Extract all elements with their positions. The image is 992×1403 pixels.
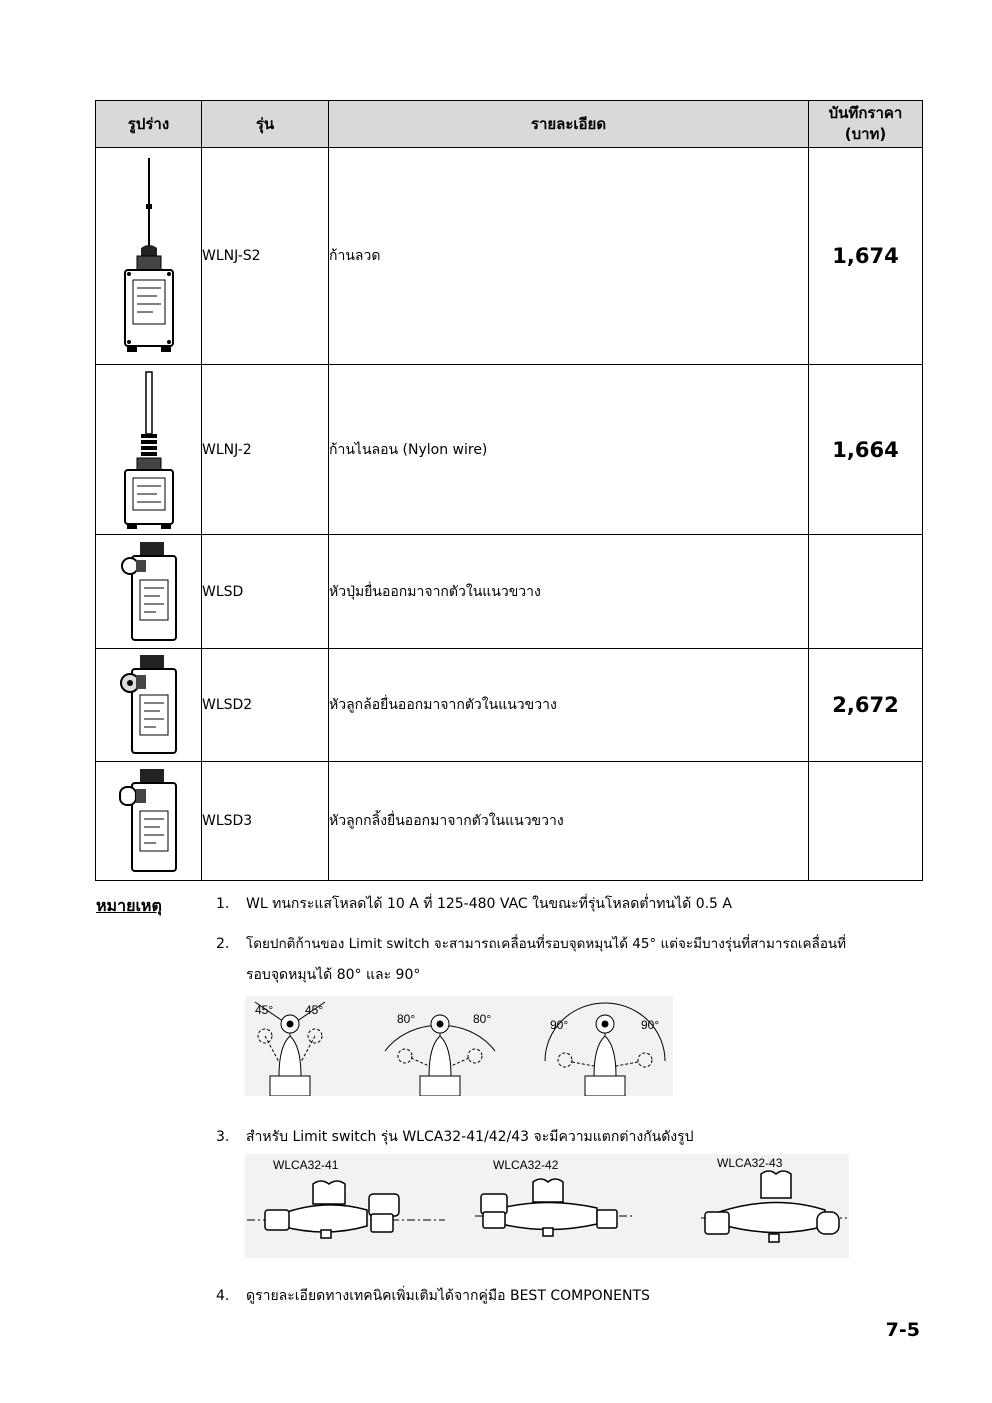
table-row [96, 649, 923, 762]
angle-label: 45° [255, 1003, 274, 1017]
product-image-cell [96, 762, 202, 881]
note-text: WL ทนกระแสโหลดได้ 10 A ที่ 125-480 VAC ในขณะที่รุ่นโหลดต่ำทนได้ 0.5 A [246, 896, 732, 912]
model-cell: WLSD3 [202, 762, 329, 881]
note-item [216, 1281, 926, 1312]
note-number: 3. [216, 1129, 230, 1145]
note-text: ดูรายละเอียดทางเทคนิคเพิ่มเติมได้จากคู่มือ BEST COMPONENTS [246, 1288, 650, 1304]
page-number: 7-5 [885, 1319, 920, 1341]
note-text-continued: รอบจุดหมุนได้ 80° และ 90° [246, 967, 421, 983]
detail-cell: ก้านไนลอน (Nylon wire) [329, 365, 809, 535]
product-image-cell [96, 649, 202, 762]
wlca-label: WLCA32-41 [273, 1158, 339, 1172]
note-number: 2. [216, 936, 230, 952]
notes-label: หมายเหตุ [96, 896, 162, 915]
detail-cell: ก้านลวด [329, 148, 809, 365]
price-cell: 1,664 [809, 365, 923, 535]
angle-label: 90° [550, 1018, 569, 1032]
wlca-label: WLCA32-43 [717, 1156, 783, 1170]
angle-label: 80° [473, 1012, 492, 1026]
price-cell [809, 762, 923, 881]
detail-cell: หัวลูกล้อยื่นออกมาจากตัวในแนวขวาง [329, 649, 809, 762]
header-price [809, 101, 923, 148]
angle-label: 45° [305, 1003, 324, 1017]
wlca-lever-figure [245, 1154, 849, 1258]
angle-label: 90° [641, 1018, 660, 1032]
product-image-cell [96, 535, 202, 649]
product-image-cell [96, 365, 202, 535]
lever-angle-figure [245, 996, 673, 1096]
note-text: โดยปกติก้านของ Limit switch จะสามารถเคลื่อนที่รอบจุดหมุนได้ 45° แต่จะมีบางรุ่นที่สามารถเคลื่อนที่ [246, 936, 847, 952]
header-model: รุ่น [202, 101, 329, 148]
note-item [216, 929, 926, 991]
table-row [96, 148, 923, 365]
header-detail: รายละเอียด [329, 101, 809, 148]
product-table [95, 100, 923, 881]
table-header-row [96, 101, 923, 148]
product-image-cell [96, 148, 202, 365]
header-price-line2: (บาท) [844, 125, 887, 143]
price-cell: 2,672 [809, 649, 923, 762]
table-row [96, 365, 923, 535]
wire-lever-switch-icon [119, 156, 179, 356]
note-item [216, 889, 926, 920]
header-shape: รูปร่าง [96, 101, 202, 148]
side-roller-switch-icon [118, 653, 180, 757]
price-cell [809, 535, 923, 649]
model-cell: WLSD2 [202, 649, 329, 762]
model-cell: WLNJ-S2 [202, 148, 329, 365]
note-text: สำหรับ Limit switch รุ่น WLCA32-41/42/43 จะมีความแตกต่างกันดังรูป [246, 1129, 694, 1145]
note-number: 1. [216, 896, 230, 912]
price-cell: 1,674 [809, 148, 923, 365]
note-item [216, 1122, 926, 1153]
detail-cell: หัวปุ่มยื่นออกมาจากตัวในแนวขวาง [329, 535, 809, 649]
model-cell: WLSD [202, 535, 329, 649]
model-cell: WLNJ-2 [202, 365, 329, 535]
table-row [96, 535, 923, 649]
detail-cell: หัวลูกกลิ้งยื่นออกมาจากตัวในแนวขวาง [329, 762, 809, 881]
table-row [96, 762, 923, 881]
header-price-line1: บันทึกราคา [828, 104, 903, 122]
note-number: 4. [216, 1288, 230, 1304]
wlca-label: WLCA32-42 [493, 1158, 559, 1172]
nylon-rod-switch-icon [119, 370, 179, 530]
angle-label: 80° [397, 1012, 416, 1026]
side-roller-plunger-switch-icon [118, 767, 180, 875]
side-plunger-switch-icon [118, 540, 180, 644]
